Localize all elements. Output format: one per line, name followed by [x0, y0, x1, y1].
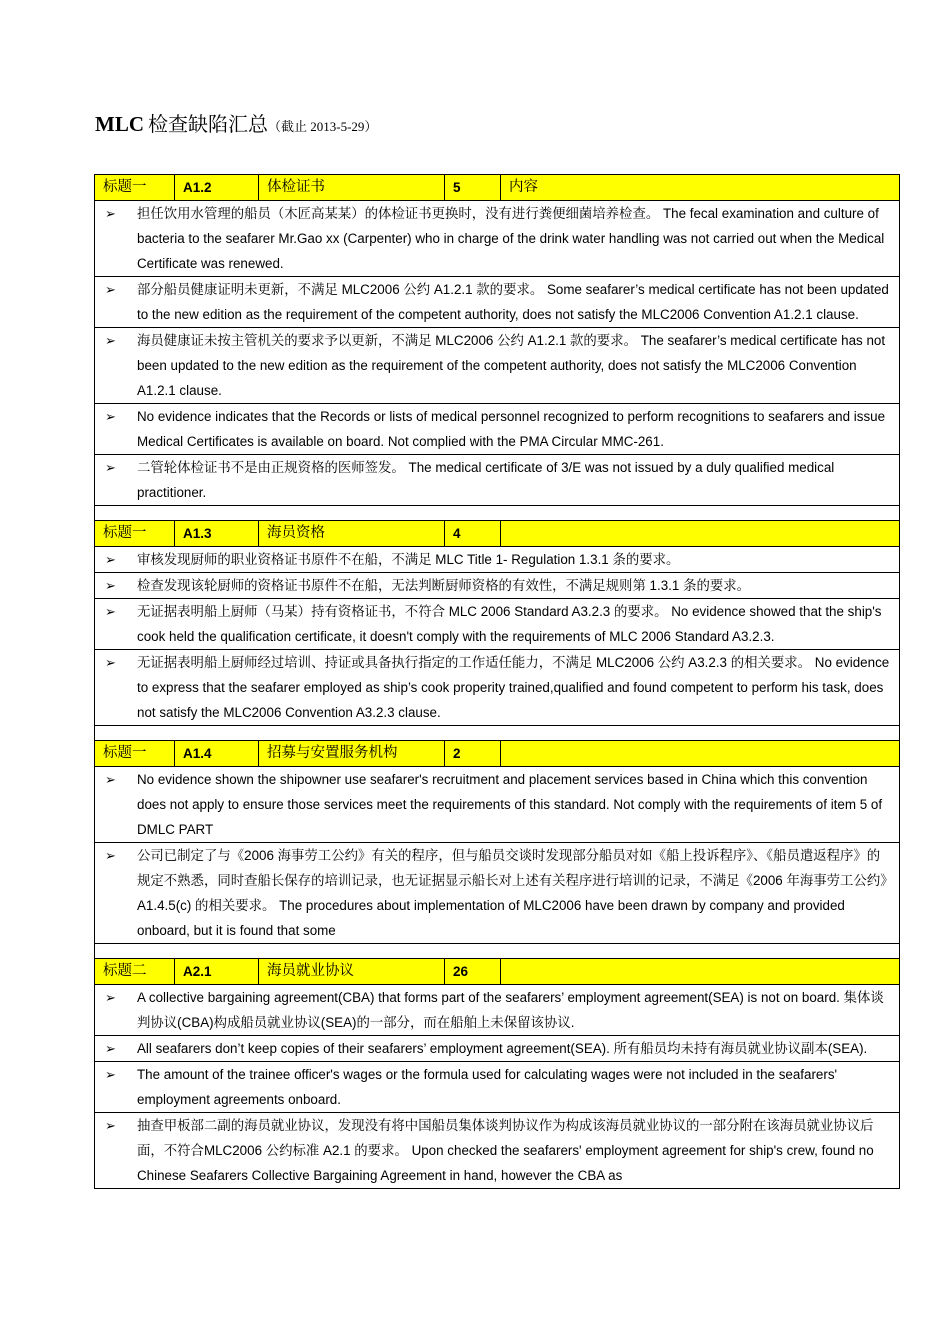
defect-text: The amount of the trainee officer's wages or the formula used for calculating wages were not included in the seafarers' employment agreements onboard.	[137, 1067, 838, 1107]
defect-table	[94, 174, 900, 1189]
section-code: A1.3	[175, 521, 259, 547]
bullet-arrow-icon: ➢	[105, 206, 116, 221]
defect-text: All seafarers don’t keep copies of their seafarers’ employment agreement(SEA). 所有船员均未持有海员就业协议副本(SEA).	[137, 1041, 868, 1056]
bullet-arrow-icon: ➢	[105, 990, 116, 1005]
defect-text: 检查发现该轮厨师的资格证书原件不在船，无法判断厨师资格的有效性，不满足规则第 1.3.1 条的要求。	[137, 578, 751, 593]
section-count: 4	[445, 521, 501, 547]
section-header-row	[95, 521, 900, 547]
defect-item	[95, 277, 900, 328]
title-cn: 检查缺陷汇总	[148, 114, 268, 136]
section-content-label	[501, 959, 900, 985]
defect-item	[95, 328, 900, 404]
spacer-cell	[95, 944, 900, 959]
defect-row	[95, 1113, 900, 1189]
defect-row	[95, 985, 900, 1036]
section-spacer	[95, 506, 900, 521]
defect-item	[95, 201, 900, 277]
section-code: A1.2	[175, 175, 259, 201]
bullet-arrow-icon: ➢	[105, 282, 116, 297]
defect-row	[95, 650, 900, 726]
defect-item	[95, 1036, 900, 1062]
section-spacer	[95, 726, 900, 741]
section-name: 招募与安置服务机构	[259, 741, 445, 767]
section-level: 标题一	[95, 521, 175, 547]
defect-item	[95, 573, 900, 599]
title-date: （截止 2013-5-29）	[268, 119, 378, 134]
section-content-label	[501, 521, 900, 547]
section-count: 2	[445, 741, 501, 767]
defect-text: 担任饮用水管理的船员（木匠高某某）的体检证书更换时，没有进行粪便细菌培养检查。 The fecal examination and culture of bacteria to the seafarer Mr.Gao xx (Carpenter) who in charge of the drink water handling was not carried out when the Medical Certificate was renewed.	[137, 206, 885, 271]
defect-row	[95, 573, 900, 599]
defect-item	[95, 455, 900, 506]
defect-text: 海员健康证未按主管机关的要求予以更新，不满足 MLC2006 公约 A1.2.1 款的要求。 The seafarer’s medical certificate has not been updated to the new edition as the requirement of the competent authority, does not satisfy the MLC2006 Convention A1.2.1 clause.	[137, 333, 886, 398]
spacer-cell	[95, 726, 900, 741]
section-content-label: 内容	[501, 175, 900, 201]
section-name: 体检证书	[259, 175, 445, 201]
defect-row	[95, 599, 900, 650]
bullet-arrow-icon: ➢	[105, 604, 116, 619]
defect-item	[95, 404, 900, 455]
defect-row	[95, 843, 900, 944]
defect-row	[95, 404, 900, 455]
defect-text: 审核发现厨师的职业资格证书原件不在船，不满足 MLC Title 1- Regulation 1.3.1 条的要求。	[137, 552, 680, 567]
bullet-arrow-icon: ➢	[105, 772, 116, 787]
bullet-arrow-icon: ➢	[105, 578, 116, 593]
defect-item	[95, 843, 900, 944]
defect-row	[95, 328, 900, 404]
title-main: MLC	[95, 112, 144, 136]
section-code: A2.1	[175, 959, 259, 985]
defect-item	[95, 985, 900, 1036]
bullet-arrow-icon: ➢	[105, 333, 116, 348]
section-header-row	[95, 741, 900, 767]
defect-item	[95, 1113, 900, 1189]
bullet-arrow-icon: ➢	[105, 655, 116, 670]
section-level: 标题二	[95, 959, 175, 985]
defect-text: 无证据表明船上厨师（马某）持有资格证书，不符合 MLC 2006 Standard A3.2.3 的要求。 No evidence showed that the ship's cook held the qualification certificate, it doesn't comply with the requirements of MLC 2006 Standard A3.2.3.	[137, 604, 882, 644]
defect-row	[95, 201, 900, 277]
defect-text: 无证据表明船上厨师经过培训、持证或具备执行指定的工作适任能力，不满足 MLC2006 公约 A3.2.3 的相关要求。 No evidence to express that the seafarer employed as ship’s cook properity trained,qualified and found competent to perform his task, does not satisfy the MLC2006 Convention A3.2.3 clause.	[137, 655, 890, 720]
defect-row	[95, 1062, 900, 1113]
defect-text: 部分船员健康证明未更新，不满足 MLC2006 公约 A1.2.1 款的要求。 Some seafarer’s medical certificate has not been updated to the new edition as the requirement of the competent authority, does not satisfy the MLC2006 Convention A1.2.1 clause.	[137, 282, 889, 322]
defect-item	[95, 547, 900, 573]
bullet-arrow-icon: ➢	[105, 1041, 116, 1056]
section-name: 海员就业协议	[259, 959, 445, 985]
bullet-arrow-icon: ➢	[105, 460, 116, 475]
section-name: 海员资格	[259, 521, 445, 547]
section-header-row	[95, 959, 900, 985]
section-count: 5	[445, 175, 501, 201]
section-level: 标题一	[95, 175, 175, 201]
defect-row	[95, 1036, 900, 1062]
defect-text: No evidence shown the shipowner use seafarer's recruitment and placement services based in China which this convention does not apply to ensure those services meet the requirements of this standard. Not comply with the requirements of item 5 of DMLC PART	[137, 772, 883, 837]
defect-item	[95, 599, 900, 650]
bullet-arrow-icon: ➢	[105, 848, 116, 863]
bullet-arrow-icon: ➢	[105, 552, 116, 567]
section-header-row	[95, 175, 900, 201]
defect-row	[95, 547, 900, 573]
section-code: A1.4	[175, 741, 259, 767]
defect-row	[95, 767, 900, 843]
section-spacer	[95, 944, 900, 959]
spacer-cell	[95, 506, 900, 521]
section-count: 26	[445, 959, 501, 985]
defect-text: 二管轮体检证书不是由正规资格的医师签发。 The medical certificate of 3/E was not issued by a duly qualified medical practitioner.	[137, 460, 835, 500]
defect-item	[95, 1062, 900, 1113]
section-level: 标题一	[95, 741, 175, 767]
defect-row	[95, 277, 900, 328]
defect-row	[95, 455, 900, 506]
defect-text: A collective bargaining agreement(CBA) that forms part of the seafarers’ employment agreement(SEA) is not on board. 集体谈判协议(CBA)构成船员就业协议(SEA)的一部分，而在船舶上未保留该协议.	[137, 990, 884, 1030]
defect-text: 抽查甲板部二副的海员就业协议，发现没有将中国船员集体谈判协议作为构成该海员就业协议的一部分附在该海员就业协议后面，不符合MLC2006 公约标准 A2.1 的要求。 Upon checked the seafarers' employment agreement for ship's crew, found no Chinese Seafarers Collective Bargaining Agreement in hand, however the CBA as	[137, 1118, 874, 1183]
bullet-arrow-icon: ➢	[105, 409, 116, 424]
section-content-label	[501, 741, 900, 767]
bullet-arrow-icon: ➢	[105, 1067, 116, 1082]
defect-text: 公司已制定了与《2006 海事劳工公约》有关的程序，但与船员交谈时发现部分船员对如《船上投诉程序》、《船员遣返程序》的规定不熟悉，同时查船长保存的培训记录，也无证据显示船长对上述有关程序进行培训的记录，不满足《2006 年海事劳工公约》A1.4.5(c) 的相关要求。 The procedures about implementation of MLC2006 have been drawn by company and provided onboard, but it is found that some	[137, 848, 887, 938]
document-title	[95, 108, 377, 137]
bullet-arrow-icon: ➢	[105, 1118, 116, 1133]
defect-item	[95, 767, 900, 843]
defect-text: No evidence indicates that the Records or lists of medical personnel recognized to perform recognitions to seafarers and issue Medical Certificates is available on board. Not complied with the PMA Circular MMC-261.	[137, 409, 886, 449]
defect-item	[95, 650, 900, 726]
